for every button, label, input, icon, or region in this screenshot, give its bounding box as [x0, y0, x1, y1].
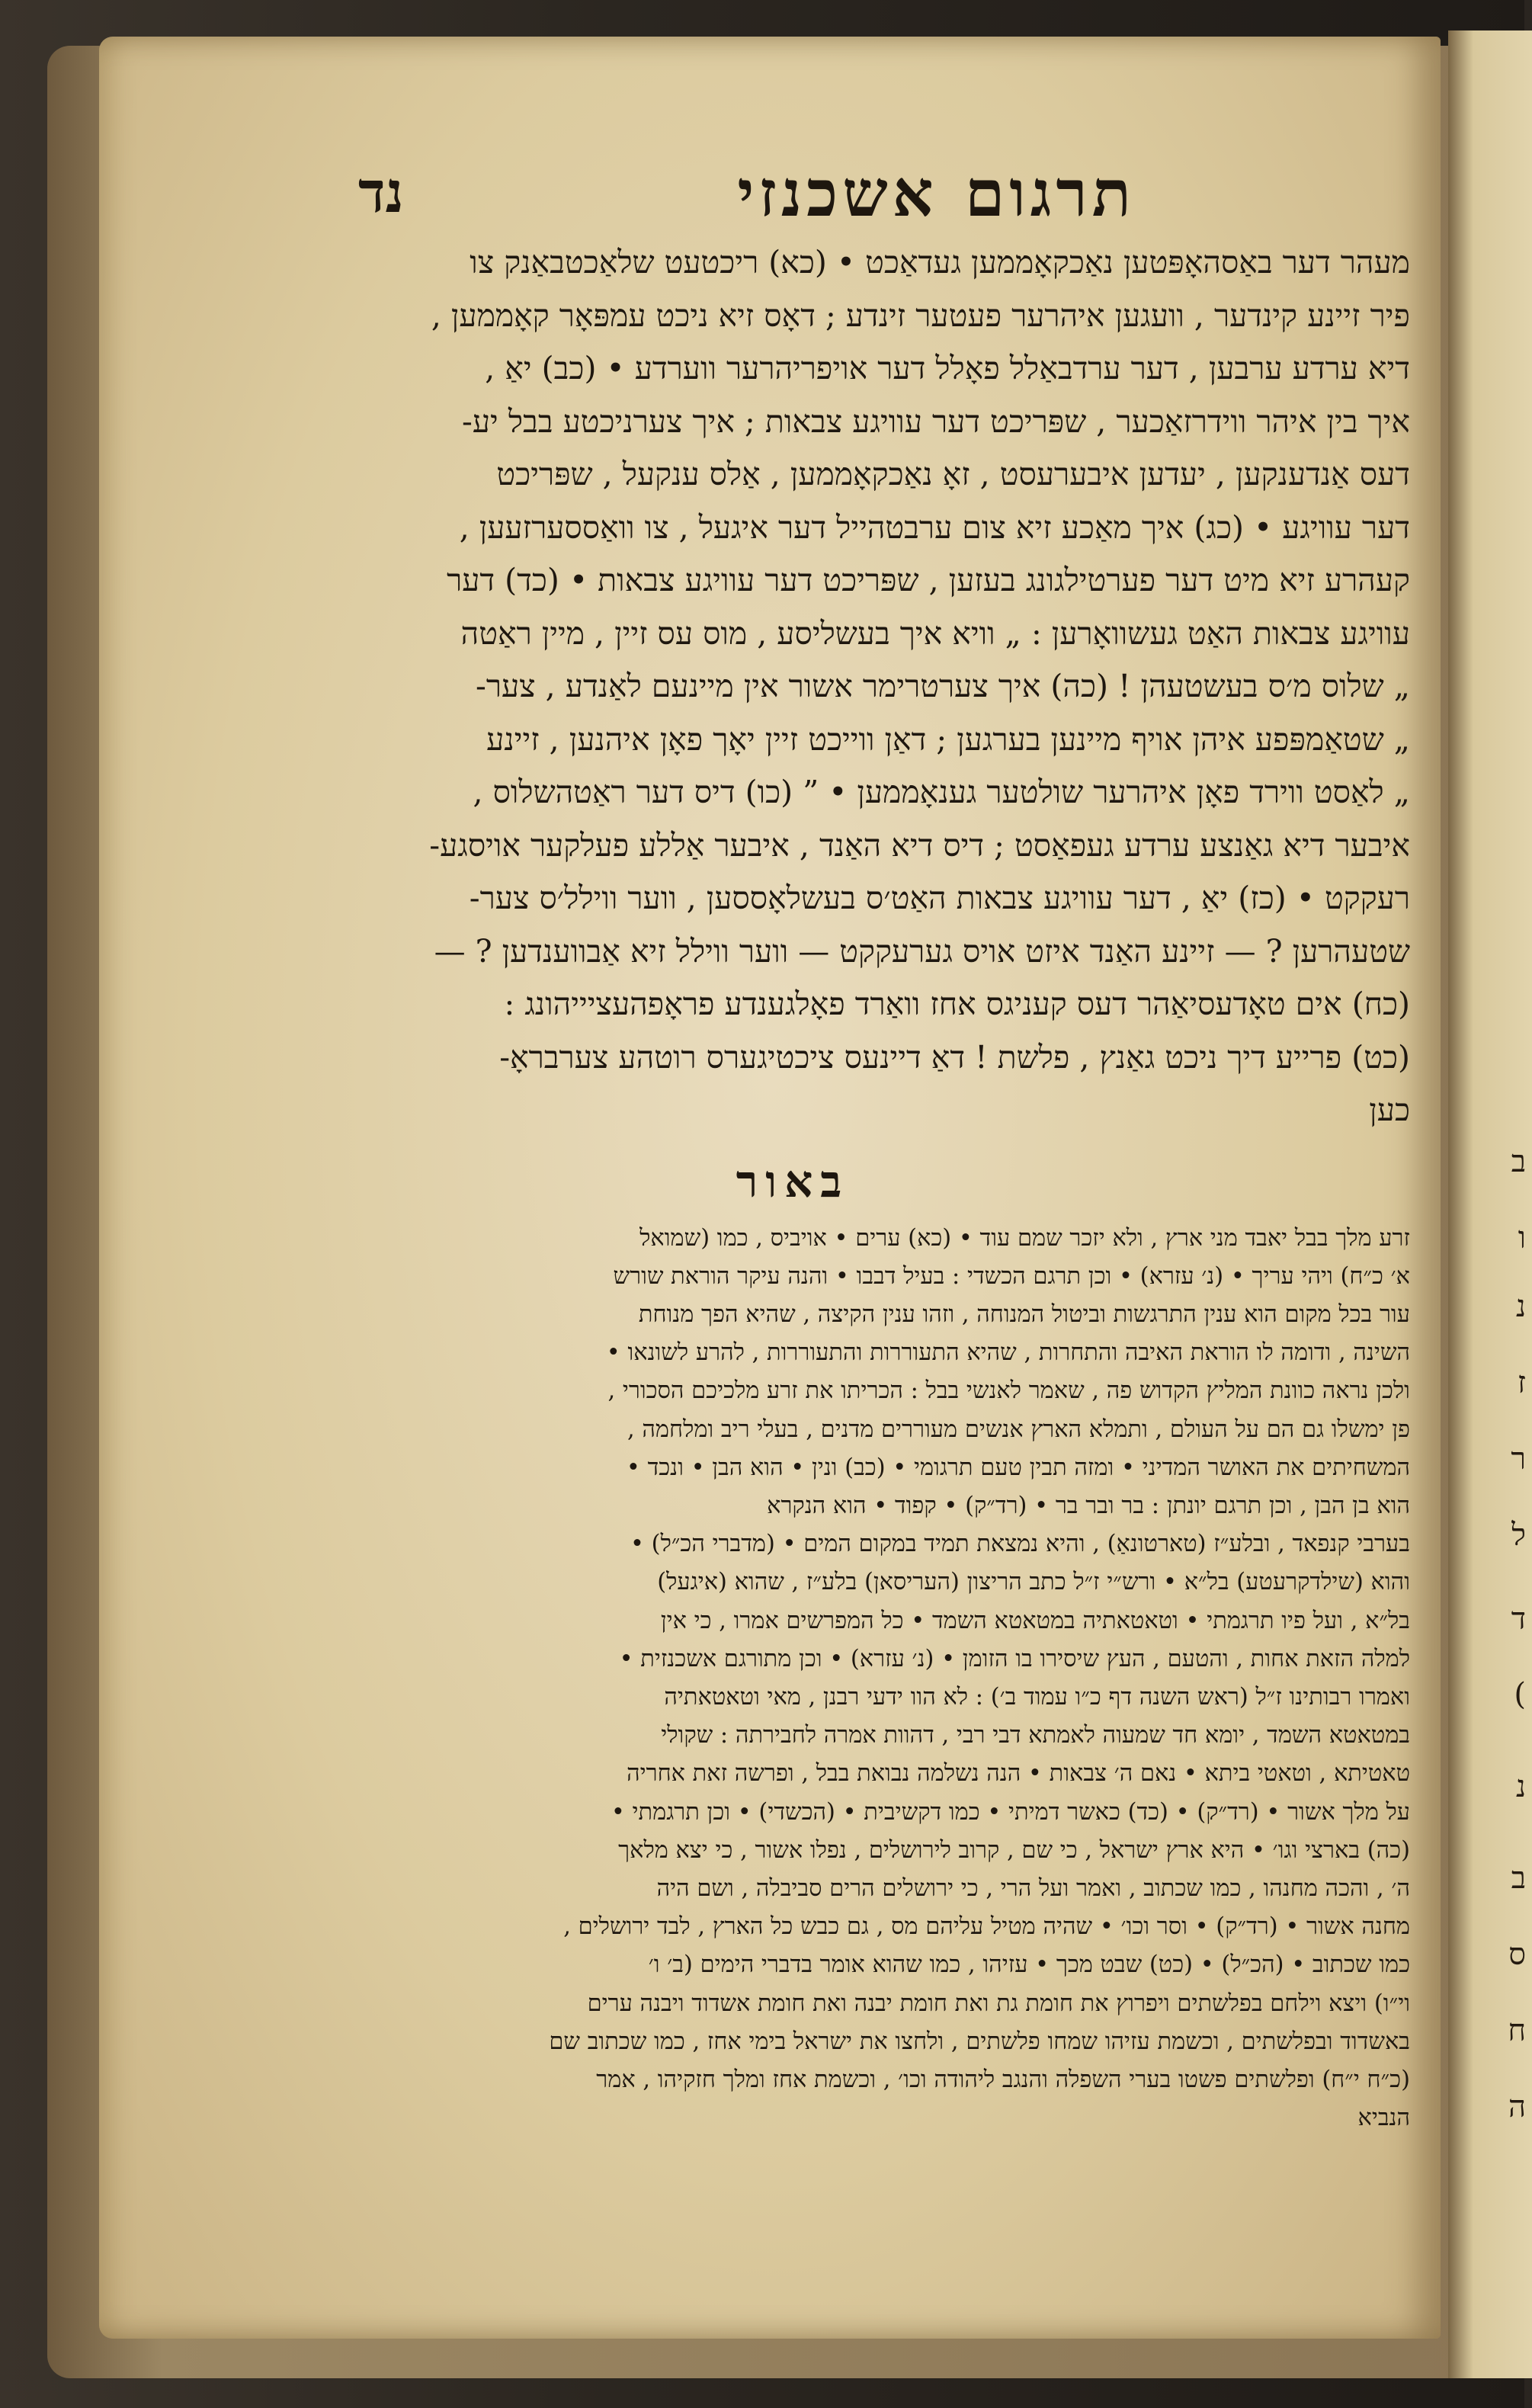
facing-page-fragment: נ	[1515, 1769, 1526, 1804]
commentary-line: במטאטא השמד , יומא חד שמעוה לאמתא דבי רבי , דהוות אמרה לחבירתה : שקולי	[661, 1722, 1410, 1749]
main-line: רעקקט • (כז) יאַ , דער עוויגע צבאות האַט׳ס בעשלאָססען , ווער ווילל׳ס צער-	[469, 880, 1410, 916]
commentary-line: הנביא	[1357, 2105, 1410, 2132]
facing-page-fragment: ה	[1508, 2089, 1526, 2124]
running-head: תרגום אשכנזי	[737, 156, 1136, 231]
main-line: פיר זיינע קינדער , וועגען איהרער פעטער זינדע ; דאָס זיא ניכט עמפּאָר קאָממען ,	[431, 297, 1410, 334]
facing-page-fragment: ב	[1511, 1144, 1526, 1179]
commentary-line: הוא בן הבן , וכן תרגם יונתן : בר ובר בר • (רד״ק) • קפוד • הוא הנקרא	[767, 1492, 1410, 1519]
facing-page-fragment: ב	[1511, 1861, 1526, 1896]
commentary-line: כמו שכתוב • (הכ״ל) • (כט) שבט מכך • עזיהו , כמו שהוא אומר בדברי הימים (ב׳ ו׳	[648, 1951, 1410, 1979]
commentary-line: והוא (שילדקרעטע) בל״א • ורש״י ז״ל כתב הריצון (העריסאן) בלע״ז , שהוא (איגעל)	[657, 1569, 1410, 1596]
commentary-line: טאטיתא , וטאטי ביתא • נאם ה׳ צבאות • הנה נשלמה נבואת בבל , ופרשה זאת אחריה	[627, 1760, 1410, 1788]
commentary-line: א׳ כ״ח) ויהי עריך • (נ׳ עזרא) • וכן תרגם הכשדי : בעיל דבבו • והנה עיקר הוראת שורש	[613, 1262, 1410, 1290]
facing-page-fragment: ר	[1511, 1441, 1526, 1477]
main-line: דעס אַנדענקען , יעדען איבערעסט , זאָ נאַכקאָממען , אַלס ענקעל , שפּריכט	[496, 456, 1410, 492]
commentary-line: באשדוד ובפלשתים , וכשמת עזיהו שמחו פלשתים , ולחצו את ישראל בימי אחז , כמו שכתוב שם	[549, 2028, 1410, 2055]
main-line: קעהרע זיא מיט דער פערטילגונג בעזען , שפּריכט דער עוויגע צבאות • (כד) דער	[447, 562, 1410, 598]
commentary-text	[160, 1220, 1425, 2138]
facing-page-fragment: ס	[1508, 1937, 1526, 1972]
facing-page-fragment: ד	[1511, 1602, 1526, 1637]
commentary-line: (כ״ח י״ח) ופלשתים פשטו בערי השפלה והנגב ליהודה וכו׳ , וכשמת אחז ומלך חזקיהו , אמר	[596, 2066, 1410, 2093]
facing-page-edge	[1448, 30, 1532, 2378]
facing-page-fragment: ז	[1517, 1365, 1526, 1400]
commentary-line: מחנה אשור • (רד״ק) • וסר וכו׳ • שהיה מטיל עליהם מס , גם כבש כל הארץ , לבד ירושלים ,	[563, 1913, 1410, 1941]
main-line: דיא ערדע ערבען , דער ערדבאַלל פאָלל דער אויפריהרער ווערדע • (כב) יאַ ,	[485, 350, 1410, 386]
facing-page-fragment: ו	[1518, 1220, 1526, 1255]
facing-page-fragment: ל	[1511, 1518, 1526, 1553]
main-text	[160, 236, 1425, 1137]
commentary-line: למלה הזאת אחות , והטעם , העץ שיסירו בו הזומן • (נ׳ עזרא) • וכן מתורגם אשכנזית •	[619, 1645, 1410, 1672]
main-line: עוויגע צבאות האַט געשוואָרען : „ וויא איך בעשליסע , מוס עס זיין , מיין ראַטה	[460, 614, 1410, 652]
commentary-title: באור	[736, 1155, 850, 1207]
facing-page-fragment: נ	[1515, 1289, 1526, 1324]
commentary-line: (כה) בארצי וגו׳ • היא ארץ ישראל , כי שם , קרוב לירושלים , נפלו אשור , כי יצא מלאך	[618, 1836, 1410, 1864]
commentary-line: המשחיתים את האושר המדיני • ומזה תבין טעם תרגומי • (כב) ונין • הוא הבן • ונכד •	[626, 1454, 1410, 1481]
main-line: מעהר דער באַסהאָפּטען נאַכקאָממען געדאַכט • (כא) ריכטעט שלאַכטבאַנק צו	[470, 244, 1410, 281]
commentary-line: עור בכל מקום הוא ענין התרגשות וביטול המנוחה , וזהו ענין הקיצה , שהיא הפך מנוחת	[638, 1300, 1410, 1328]
commentary-line: ואמרו רבותינו ז״ל (ראש השנה דף כ״ו עמוד ב׳) : לא הוו ידעי רבנן , מאי וטאטאתיה	[664, 1683, 1410, 1711]
main-line: דער עוויגע • (כג) איך מאַכע זיא צום ערבטהייל דער איגעל , צו וואַססערזעען ,	[459, 508, 1410, 546]
page-header	[160, 130, 1425, 236]
page-content	[160, 130, 1425, 2137]
main-line: „ שטאַמפּפע איהן אויף מיינען בערגען ; דאַן ווייכט זיין יאָך פאָן איהנען , זיינע	[486, 720, 1410, 758]
main-line: כען	[1369, 1092, 1410, 1128]
commentary-line: ולכן נראה כוונת המליץ הקדוש פה , שאמר לאנשי בבל : הכריתו את זרע מלכיכם הסכורי ,	[607, 1377, 1410, 1405]
main-line: (כט) פרייע דיך ניכט גאַנץ , פלשת ! דאַ דיינעס ציכטיגערס רוטהע צערבראָ-	[499, 1038, 1410, 1076]
commentary-line: בערבי קנפאד , ובלע״ז (טארטונאַ) , והיא נמצאת תמיד במקום המים • (מדברי הכ״ל) •	[630, 1531, 1410, 1558]
commentary-line: ה׳ , והכה מחנהו , כמו שכתוב , ואמר ועל הרי , כי ירושלים הרים סביבלה , ושם היה	[656, 1874, 1410, 1902]
main-line: איך בין איהר ווידרזאַכער , שפּריכט דער עוויגע צבאות ; איך צערניכטע בבל יע-	[462, 402, 1410, 440]
main-line: איבער דיא גאַנצע ערדע געפאַסט ; דיס דיא האַנד , איבער אַללע פעלקער אויסגע-	[429, 826, 1410, 864]
main-line: „ שלוס מ׳ס בעשטעהן ! (כה) איך צערטרימר אשור אין מיינעם לאַנדע , צער-	[475, 668, 1410, 704]
commentary-line: השינה , ודומה לו הוראת האיבה והתחרות , שהיא התעוררות והתעוררות , להרע לשונאו •	[606, 1339, 1410, 1367]
main-line: שטעהרען ? — זיינע האַנד איזט אויס גערעקקט — ווער ווילל זיא אַבווענדען ? —	[434, 932, 1410, 970]
commentary-line: בל״א , ועל פיו תרגמתי • וטאטאתיה במטאטא השמד • כל המפרשים אמרו , כי אין	[660, 1607, 1410, 1634]
main-line: „ לאַסט ווירד פאָן איהרער שולטער גענאָממען • ” (כו) דיס דער ראַטהשלוס ,	[473, 774, 1410, 810]
commentary-line: על מלך אשור • (רד״ק) • (כד) כאשר דמיתי • כמו דקשיבית • (הכשדי) • וכן תרגמתי •	[611, 1798, 1410, 1826]
page-number: נד	[358, 160, 404, 226]
commentary-line: פן ימשלו גם הם על העולם , ותמלא הארץ אנשים מעוררים מדנים , בעלי ריב ומלחמה ,	[627, 1416, 1410, 1443]
main-line: (כח) אים טאָדעסיאַהר דעס קעניגס אחז וואַרד פאָלגענדע פראָפהעציייהונג :	[504, 986, 1410, 1022]
facing-page-fragment: ח	[1508, 2013, 1526, 2048]
commentary-line: וי״ו) ויצא וילחם בפלשתים ויפרוץ את חומת גת ואת חומת יבנה ואת חומת אשדוד ויבנה ערים	[587, 1990, 1410, 2017]
commentary-line: זרע מלך בבל יאבד מני ארץ , ולא יזכר שמם עוד • (כא) ערים • אויביס , כמו (שמואל	[639, 1224, 1410, 1252]
facing-page-fragment: (	[1514, 1677, 1526, 1712]
